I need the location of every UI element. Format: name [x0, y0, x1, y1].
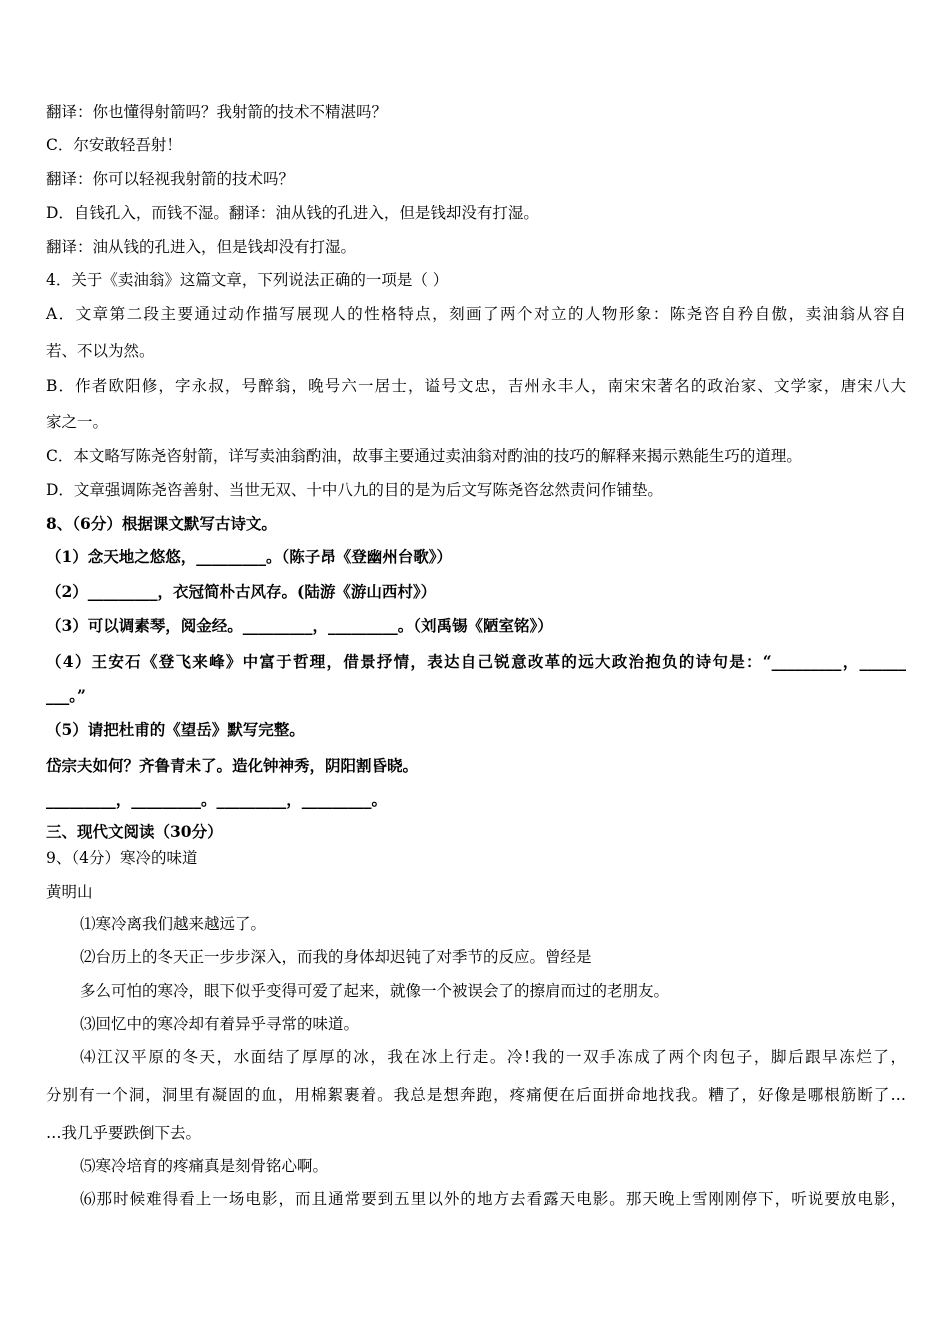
paragraph-4-end: …我几乎要跌倒下去。 [46, 1124, 202, 1142]
option-a-cont: 若、不以为然。 [46, 342, 155, 360]
q8-poem-blanks: _________，_________。_________，_________。 [46, 790, 388, 809]
text-line: 翻译：你也懂得射箭吗？我射箭的技术不精湛吗？ [46, 103, 388, 121]
option-b-cont: 家之一。 [46, 413, 109, 431]
paragraph-1: ⑴寒冷离我们越来越远了。 [80, 915, 267, 933]
q8-item-2: （2）_________，衣冠简朴古风存。(陆游《游山西村》） [46, 582, 437, 601]
question-8-stem: 8、（6分）根据课文默写古诗文。 [46, 514, 277, 533]
paragraph-2: ⑵台历上的冬天正一步步深入，而我的身体却迟钝了对季节的反应。曾经是 [80, 948, 592, 966]
option-d: D．文章强调陈尧咨善射、当世无双、十中八九的目的是为后文写陈尧咨忿然责问作铺垫。 [46, 481, 663, 499]
paragraph-6: ⑹那时候难得看上一场电影，而且通常要到五里以外的地方去看露天电影。那天晚上雪刚刚停下，听说要放电影， [80, 1190, 906, 1208]
q8-item-4: （4）王安石《登飞来峰》中富于哲理，借景抒情，表达自己锐意改革的远大政治抱负的诗句是：“_________，______ [46, 652, 906, 671]
question-4-stem: 4．关于《卖油翁》这篇文章，下列说法正确的一项是（ ） [46, 271, 449, 289]
paragraph-5: ⑸寒冷培育的疼痛真是刻骨铭心啊。 [80, 1157, 329, 1175]
q8-poem-given: 岱宗夫如何？齐鲁青未了。造化钟神秀，阴阳割昏晓。 [46, 756, 419, 775]
author: 黄明山 [46, 883, 93, 901]
option-a: A．文章第二段主要通过动作描写展现人的性格特点，刻画了两个对立的人物形象：陈尧咨自矜自傲，卖油翁从容自 [46, 305, 906, 323]
paragraph-4-cont: 分别有一个洞，洞里有凝固的血，用棉絮裹着。我总是想奔跑，疼痛便在后面拼命地找我。糟了，好像是哪根筋断了… [46, 1086, 906, 1104]
q8-item-1: （1）念天地之悠悠，_________。（陈子昂《登幽州台歌》） [46, 547, 453, 566]
q8-item-5: （5）请把杜甫的《望岳》默写完整。 [46, 720, 305, 739]
text-line: C．尔安敢轻吾射！ [46, 136, 182, 154]
paragraph-2-cont: 多么可怕的寒冷，眼下似乎变得可爱了起来，就像一个被误会了的擦肩而过的老朋友。 [80, 982, 670, 1000]
q8-item-4-cont: ___。” [46, 686, 86, 705]
text-line: 翻译：油从钱的孔进入，但是钱却没有打湿。 [46, 238, 357, 256]
text-line: D．自钱孔入，而钱不湿。翻译：油从钱的孔进入，但是钱却没有打湿。 [46, 204, 539, 222]
text-line: 翻译：你可以轻视我射箭的技术吗？ [46, 170, 295, 188]
section-heading: 三、现代文阅读（30分） [46, 822, 223, 841]
option-b: B．作者欧阳修，字永叔，号醉翁，晚号六一居士，谥号文忠，吉州永丰人，南宋宋著名的政治家、文学家，唐宋八大 [46, 377, 906, 395]
q8-item-3: （3）可以调素琴，阅金经。_________，_________。（刘禹锡《陋室铭》） [46, 616, 553, 635]
option-c: C．本文略写陈尧咨射箭，详写卖油翁酌油，故事主要通过卖油翁对酌油的技巧的解释来揭示熟能生巧的道理。 [46, 447, 802, 465]
paragraph-4: ⑷江汉平原的冬天，水面结了厚厚的冰，我在冰上行走。冷!我的一双手冻成了两个肉包子，脚后跟早冻烂了， [80, 1048, 906, 1066]
paragraph-3: ⑶回忆中的寒冷却有着异乎寻常的味道。 [80, 1015, 360, 1033]
question-9-title: 9、（4分）寒冷的味道 [46, 849, 198, 867]
